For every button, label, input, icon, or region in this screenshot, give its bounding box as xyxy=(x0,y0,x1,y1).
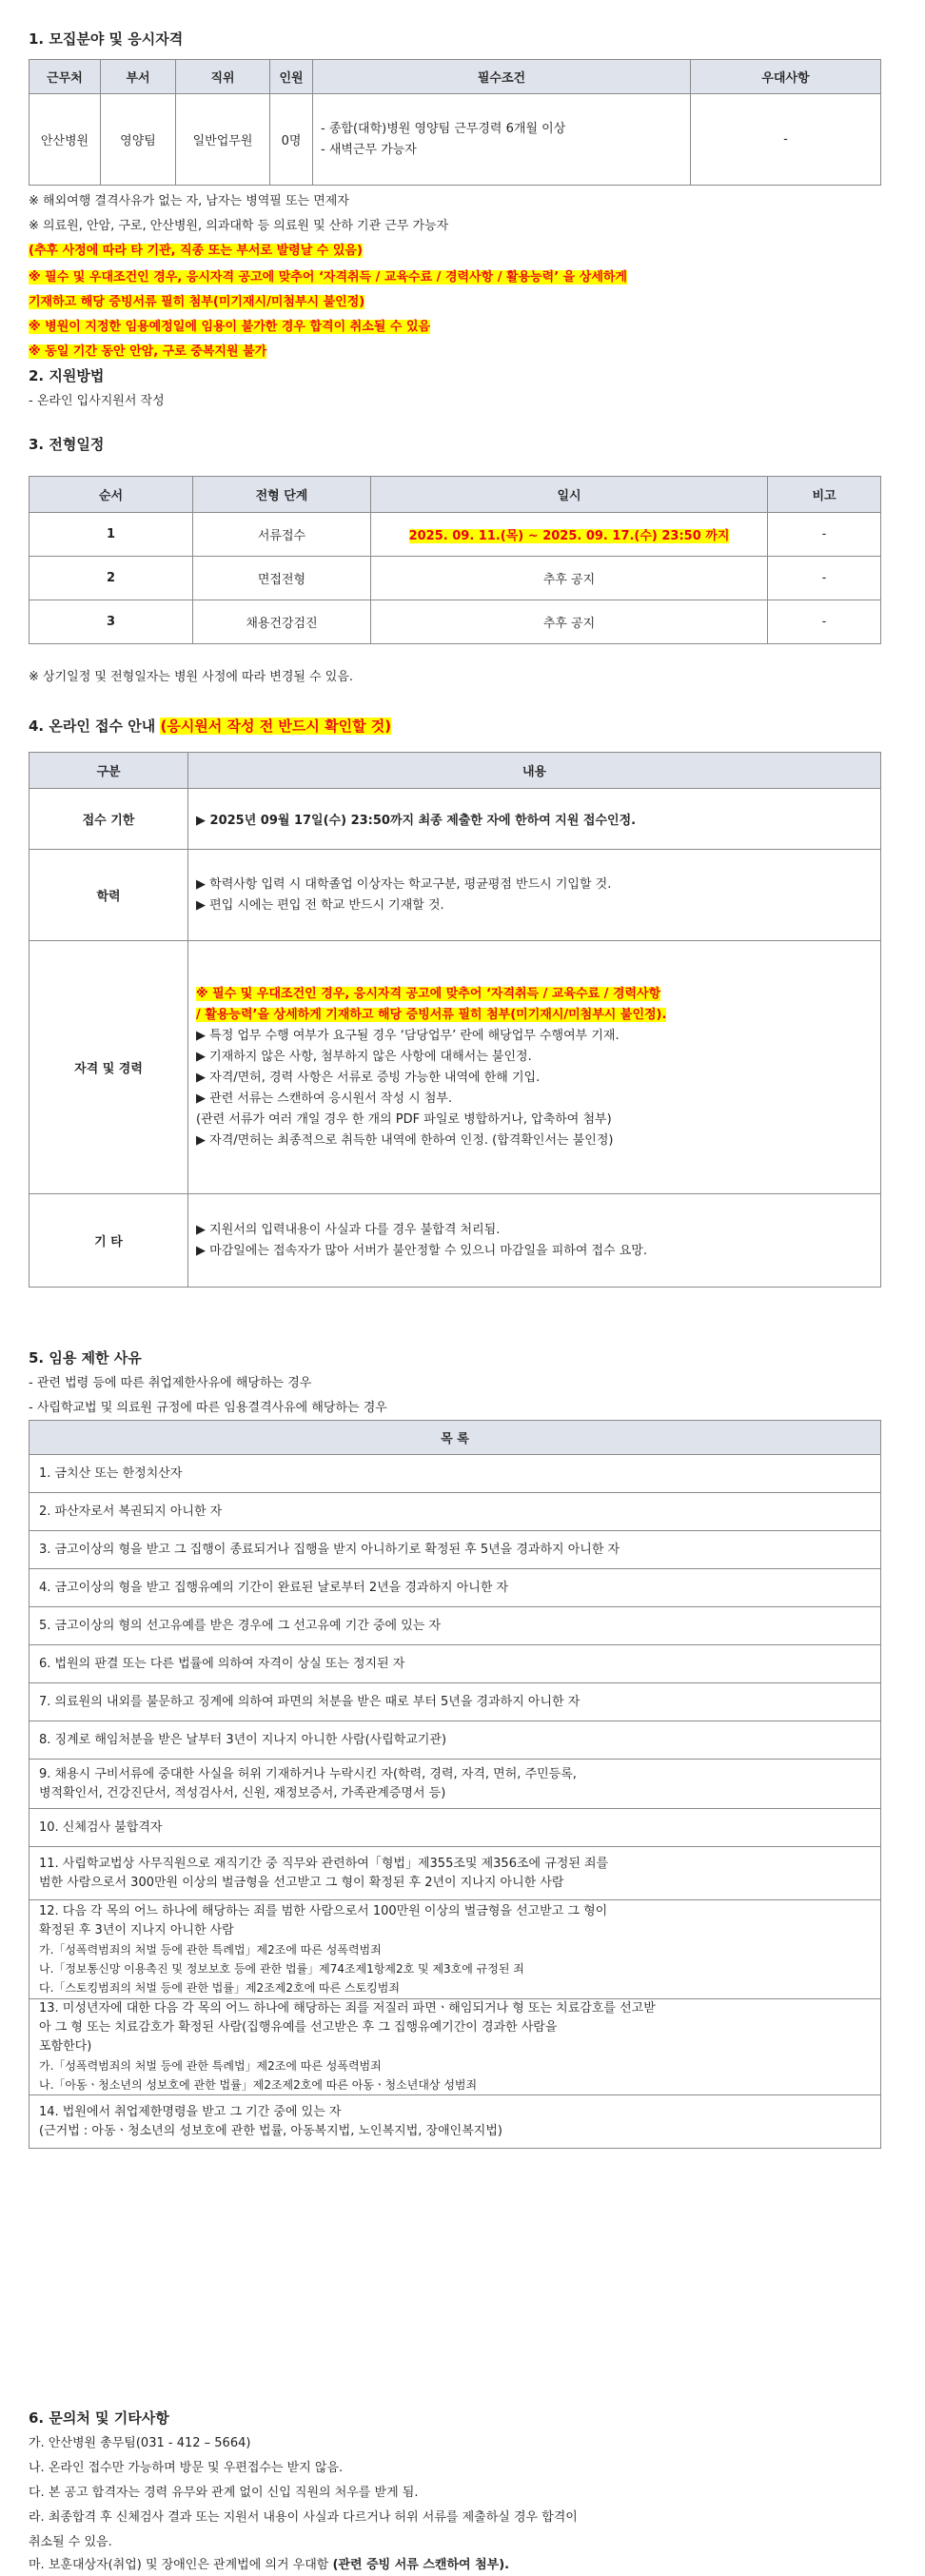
schedule-stage: 채용건강검진 xyxy=(193,600,371,644)
note-1: ※ 해외여행 결격사유가 없는 자, 남자는 병역필 또는 면제자 xyxy=(29,194,349,208)
restriction-item-line: 9. 채용시 구비서류에 중대한 사실을 허위 기재하거나 누락시킨 자(학력, 경력, 자격, 면허, 주민등록, xyxy=(39,1766,577,1781)
restriction-item xyxy=(30,1531,881,1569)
restriction-item-line: 병적확인서, 건강진단서, 적성검사서, 신원, 재정보증서, 가족관계증명서 등) xyxy=(39,1785,446,1800)
section-4-title: 4. 온라인 접수 안내 xyxy=(29,718,161,735)
schedule-stage: 면접전형 xyxy=(193,557,371,600)
restriction-item xyxy=(30,1455,881,1493)
note-2: ※ 의료원, 안암, 구로, 안산병원, 의과대학 등 의료원 및 산하 기관 근무 가능자 xyxy=(29,219,449,233)
warning-evidence-a: ※ 필수 및 우대조건인 경우, 응시자격 공고에 맞추어 ‘자격취득 / 교육수료 / 경력사항 / 활용능력’ 을 상세하게 xyxy=(29,270,627,285)
etc-content xyxy=(188,1194,881,1288)
schedule-note: - xyxy=(768,600,881,644)
th-category: 구분 xyxy=(30,753,188,789)
info-line: 취소될 수 있음. xyxy=(29,2535,112,2549)
restriction-item-line: 3. 금고이상의 형을 받고 그 집행이 종료되거나 집행을 받지 아니하기로 확정된 후 5년을 경과하지 아니한 자 xyxy=(39,1542,620,1557)
section-4-title-highlight: (응시원서 작성 전 반드시 확인할 것) xyxy=(160,718,392,735)
schedule-date: 추후 공지 xyxy=(371,600,768,644)
warning-evidence-b: 기재하고 해당 증빙서류 필히 첨부(미기재시/미첨부시 불인정) xyxy=(29,295,365,309)
education-line: ▶ 편입 시에는 편입 전 학교 반드시 기재할 것. xyxy=(196,897,444,913)
contact-line: 가. 안산병원 총무팀(031 - 412 – 5664) xyxy=(29,2436,251,2450)
etc-line: ▶ 마감일에는 접속자가 많아 서버가 불안정할 수 있으니 마감일을 피하여 접수 요망. xyxy=(196,1243,647,1258)
career-label: 자격 및 경력 xyxy=(30,941,188,1194)
th-order: 순서 xyxy=(30,477,193,513)
restriction-item-line: 10. 신체검사 불합격자 xyxy=(39,1819,163,1835)
restriction-item-line: 11. 사립학교법상 사무직원으로 재직기간 중 직무와 관련하여「형법」제355조및 제356조에 규정된 죄를 xyxy=(39,1856,609,1871)
th-stage: 전형 단계 xyxy=(193,477,371,513)
th-place: 근무처 xyxy=(30,60,101,94)
schedule-note: - xyxy=(768,557,881,600)
education-label: 학력 xyxy=(30,850,188,941)
restriction-item xyxy=(30,1493,881,1531)
restriction-item xyxy=(30,1683,881,1721)
restriction-item-line: 아 그 형 또는 치료감호가 확정된 사람(집행유예를 선고받은 후 그 집행유예기간이 경과한 사람을 xyxy=(39,2020,558,2035)
schedule-date-highlight: 2025. 09. 11.(목) ~ 2025. 09. 17.(수) 23:50 까지 xyxy=(408,529,730,543)
etc-line: ▶ 지원서의 입력내용이 사실과 다를 경우 불합격 처리됨. xyxy=(196,1222,501,1237)
restriction-item xyxy=(30,1645,881,1683)
career-highlight-b: / 활용능력’을 상세하게 기재하고 해당 증빙서류 필히 첨부(미기재시/미첨부시 불인정). xyxy=(196,1007,667,1022)
restriction-item-line: 8. 징계로 해임처분을 받은 날부터 3년이 지나지 아니한 사람(사립학교기관) xyxy=(39,1732,447,1747)
cell-required xyxy=(313,94,691,186)
restriction-item-line: 나.「아동ㆍ청소년의 성보호에 관한 법률」제2조제2호에 따른 아동ㆍ청소년대상 성범죄 xyxy=(39,2078,478,2092)
restriction-item-line: 12. 다음 각 목의 어느 하나에 해당하는 죄를 범한 사람으로서 100만원 이상의 벌금형을 선고받고 그 형이 xyxy=(39,1903,608,1918)
restriction-table xyxy=(29,1420,881,2149)
career-line: ▶ 기재하지 않은 사항, 첨부하지 않은 사항에 대해서는 불인정. xyxy=(196,1049,532,1064)
restriction-item-line: (근거법 : 아동ㆍ청소년의 성보호에 관한 법률, 아동복지법, 노인복지법, 장애인복지법) xyxy=(39,2123,502,2138)
cell-preferred: - xyxy=(691,94,881,186)
th-note: 비고 xyxy=(768,477,881,513)
schedule-no: 2 xyxy=(30,557,193,600)
restriction-item xyxy=(30,1999,881,2095)
restriction-item-line: 포함한다) xyxy=(39,2039,92,2054)
education-content xyxy=(188,850,881,941)
restriction-item-line: 4. 금고이상의 형을 받고 집행유예의 기간이 완료된 날로부터 2년을 경과하지 아니한 자 xyxy=(39,1580,509,1595)
career-content xyxy=(188,941,881,1194)
restriction-item xyxy=(30,1569,881,1607)
restriction-item xyxy=(30,1607,881,1645)
required-2: - 새벽근무 가능자 xyxy=(321,142,417,157)
recruit-table xyxy=(29,59,881,186)
section-6-title: 6. 문의처 및 기타사항 xyxy=(29,2409,169,2427)
section-1-title: 1. 모집분야 및 응시자격 xyxy=(29,30,184,48)
restriction-item-line: 5. 금고이상의 형의 선고유예를 받은 경우에 그 선고유예 기간 중에 있는 자 xyxy=(39,1618,442,1633)
required-1: - 종합(대학)병원 영양팀 근무경력 6개월 이상 xyxy=(321,121,566,136)
deadline-text: ▶ 2025년 09월 17일(수) 23:50까지 최종 제출한 자에 한하여 지원 접수인정. xyxy=(188,789,881,850)
th-position: 직위 xyxy=(176,60,270,94)
th-required: 필수조건 xyxy=(313,60,691,94)
th-preferred: 우대사항 xyxy=(691,60,881,94)
schedule-stage: 서류접수 xyxy=(193,513,371,557)
restriction-item-line: 13. 미성년자에 대한 다음 각 목의 어느 하나에 해당하는 죄를 저질러 파면ㆍ해임되거나 형 또는 치료감호를 선고받 xyxy=(39,2001,656,2016)
career-line: (관련 서류가 여러 개일 경우 한 개의 PDF 파일로 병합하거나, 압축하여 첨부) xyxy=(196,1111,612,1127)
restriction-item xyxy=(30,1721,881,1760)
restriction-item xyxy=(30,1809,881,1847)
th-date: 일시 xyxy=(371,477,768,513)
th-dept: 부서 xyxy=(101,60,176,94)
schedule-date: 추후 공지 xyxy=(371,557,768,600)
etc-label: 기 타 xyxy=(30,1194,188,1288)
restriction-item-line: 가.「성폭력범죄의 처벌 등에 관한 특례법」제2조에 따른 성폭력범죄 xyxy=(39,2059,382,2073)
schedule-table xyxy=(29,476,881,644)
warning-duplicate: ※ 동일 기간 동안 안암, 구로 중복지원 불가 xyxy=(29,344,267,359)
restriction-item-line: 14. 법원에서 취업제한명령을 받고 그 기간 중에 있는 자 xyxy=(39,2104,342,2119)
restriction-intro-1: - 관련 법령 등에 따른 취업제한사유에 해당하는 경우 xyxy=(29,1376,312,1390)
restriction-item-line: 다.「스토킹범죄의 처벌 등에 관한 법률」제2조제2호에 따른 스토킹범죄 xyxy=(39,1980,400,1995)
cell-dept: 영양팀 xyxy=(101,94,176,186)
restriction-item-line: 1. 금치산 또는 한정치산자 xyxy=(39,1465,183,1481)
th-content: 내용 xyxy=(188,753,881,789)
education-line: ▶ 학력사항 입력 시 대학졸업 이상자는 학교구분, 평균평점 반드시 기입할 것. xyxy=(196,876,612,892)
restriction-item-line: 확정된 후 3년이 지나지 아니한 사람 xyxy=(39,1922,234,1937)
restriction-item xyxy=(30,1900,881,1999)
info-line: 나. 온라인 접수만 가능하며 방문 및 우편접수는 받지 않음. xyxy=(29,2461,344,2475)
warning-cancel: ※ 병원이 지정한 임용예정일에 임용이 불가한 경우 합격이 취소될 수 있음 xyxy=(29,320,431,334)
restriction-item xyxy=(30,1760,881,1809)
section-3-title: 3. 전형일정 xyxy=(29,436,105,453)
restriction-item xyxy=(30,1847,881,1900)
restriction-header: 목 록 xyxy=(30,1421,881,1455)
veterans-line-bold: (관련 증빙 서류 스캔하여 첨부). xyxy=(332,2558,510,2572)
restriction-item-line: 2. 파산자로서 복권되지 아니한 자 xyxy=(39,1504,223,1519)
restriction-item-line: 범한 사람으로서 300만원 이상의 벌금형을 선고받고 그 형이 확정된 후 2년이 지나지 아니한 사람 xyxy=(39,1875,564,1890)
info-line: 다. 본 공고 합격자는 경력 유무와 관계 없이 신입 직원의 처우를 받게 됨. xyxy=(29,2486,419,2500)
th-count: 인원 xyxy=(270,60,313,94)
schedule-note: - xyxy=(768,513,881,557)
cell-place: 안산병원 xyxy=(30,94,101,186)
info-line: 라. 최종합격 후 신체검사 결과 또는 지원서 내용이 사실과 다르거나 허위 서류를 제출하실 경우 합격이 xyxy=(29,2510,578,2525)
career-line: ▶ 자격/면허, 경력 사항은 서류로 증빙 가능한 내역에 한해 기입. xyxy=(196,1070,541,1085)
cell-position: 일반업무원 xyxy=(176,94,270,186)
section-2-title: 2. 지원방법 xyxy=(29,367,105,384)
apply-method: - 온라인 입사지원서 작성 xyxy=(29,394,165,408)
schedule-no: 3 xyxy=(30,600,193,644)
career-line: ▶ 자격/면허는 최종적으로 취득한 내역에 한하여 인정. (합격확인서는 불인정) xyxy=(196,1132,614,1148)
deadline-label: 접수 기한 xyxy=(30,789,188,850)
restriction-intro-2: - 사립학교법 및 의료원 규정에 따른 임용결격사유에 해당하는 경우 xyxy=(29,1401,387,1415)
career-highlight-a: ※ 필수 및 우대조건인 경우, 응시자격 공고에 맞추어 ‘자격취득 / 교육수료 / 경력사항 xyxy=(196,986,661,1001)
restriction-item-line: 6. 법원의 판결 또는 다른 법률에 의하여 자격이 상실 또는 정지된 자 xyxy=(39,1656,405,1671)
veterans-line: 마. 보훈대상자(취업) 및 장애인은 관계법에 의거 우대함 xyxy=(29,2558,333,2572)
restriction-item-line: 가.「성폭력범죄의 처벌 등에 관한 특례법」제2조에 따른 성폭력범죄 xyxy=(39,1942,382,1957)
restriction-item-line: 나.「정보통신망 이용촉진 및 정보보호 등에 관한 법률」제74조제1항제2호 및 제3호에 규정된 죄 xyxy=(39,1961,524,1976)
career-line: ▶ 특정 업무 수행 여부가 요구될 경우 ‘담당업무’ 란에 해당업무 수행여부 기재. xyxy=(196,1028,620,1043)
cell-count: 0명 xyxy=(270,94,313,186)
schedule-no: 1 xyxy=(30,513,193,557)
section-5-title: 5. 임용 제한 사유 xyxy=(29,1349,142,1367)
restriction-item-line: 7. 의료원의 내외를 불문하고 징계에 의하여 파면의 처분을 받은 때로 부터 5년을 경과하지 아니한 자 xyxy=(39,1694,581,1709)
online-guide-table xyxy=(29,752,881,1288)
career-line: ▶ 관련 서류는 스캔하여 응시원서 작성 시 첨부. xyxy=(196,1091,453,1106)
restriction-item xyxy=(30,2095,881,2149)
schedule-footnote: ※ 상기일정 및 전형일자는 병원 사정에 따라 변경될 수 있음. xyxy=(29,670,354,684)
warning-transfer: (추후 사정에 따라 타 기관, 직종 또는 부서로 발령날 수 있음) xyxy=(29,244,363,258)
